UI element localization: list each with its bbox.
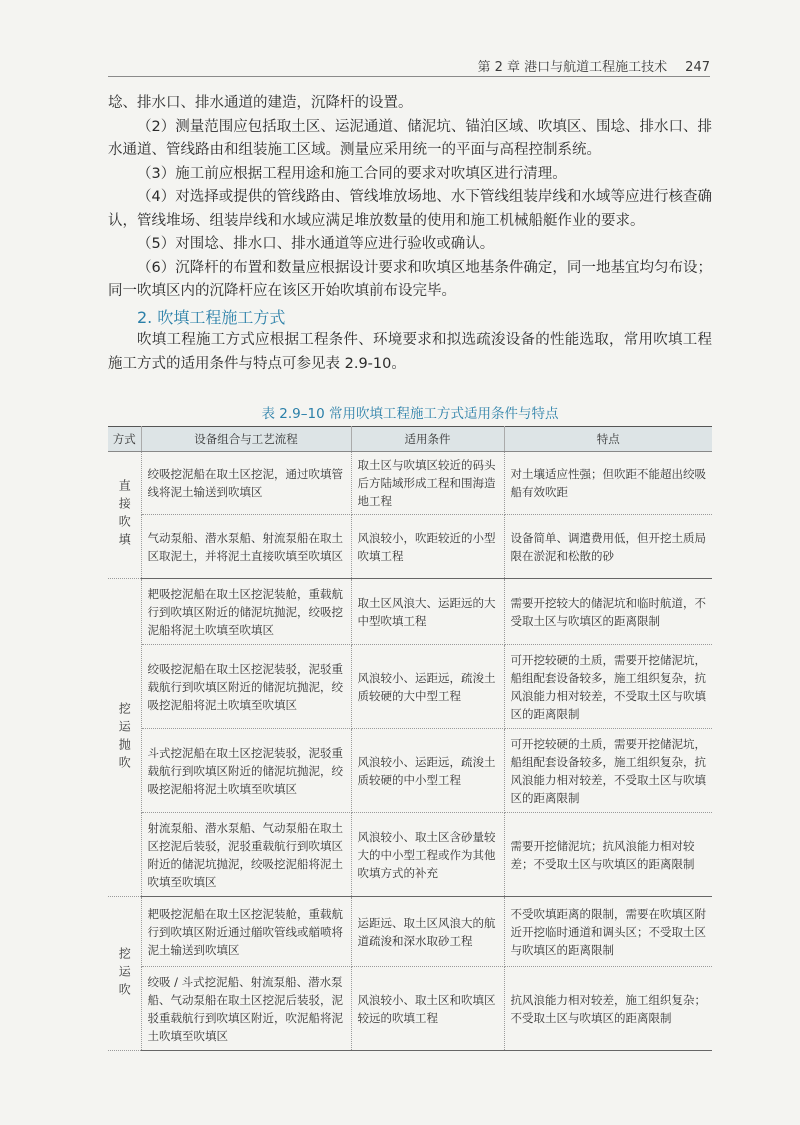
methods-table bbox=[108, 426, 712, 1051]
conditions-cell: 风浪较小、取土区含砂量较大的中小型工程或作为其他吹填方式的补充 bbox=[351, 813, 504, 897]
conditions-cell: 运距远、取土区风浪大的航道疏浚和深水取砂工程 bbox=[351, 897, 504, 967]
process-cell: 绞吸挖泥船在取土区挖泥装驳，泥驳重载航行到吹填区附近的储泥坑抛泥，绞吸挖泥船将泥土吹填至吹填区 bbox=[141, 645, 351, 729]
process-cell: 绞吸 / 斗式挖泥船、射流泵船、潜水泵船、气动泵船在取土区挖泥后装驳，泥驳重载航行到吹填区附近，吹泥船将泥土吹填至吹填区 bbox=[141, 967, 351, 1051]
table-caption: 表 2.9–10 常用吹填工程施工方式适用条件与特点 bbox=[261, 406, 559, 422]
process-cell: 耙吸挖泥船在取土区挖泥装舱，重载航行到吹填区附近通过艏吹管线或艏喷将泥土输送到吹填区 bbox=[141, 897, 351, 967]
running-header bbox=[108, 54, 710, 77]
table-row bbox=[108, 515, 712, 579]
process-cell: 绞吸挖泥船在取土区挖泥，通过吹填管线将泥土输送到吹填区 bbox=[141, 452, 351, 515]
features-cell: 可开挖较硬的土质，需要开挖储泥坑，船组配套设备较多，施工组织复杂，抗风浪能力相对较差，不受取土区与吹填区的距离限制 bbox=[504, 645, 712, 729]
table-row bbox=[108, 579, 712, 645]
conditions-cell: 风浪较小，吹距较近的小型吹填工程 bbox=[351, 515, 504, 579]
paragraph: （2）测量范围应包括取土区、运泥通道、储泥坑、锚泊区域、吹填区、围埝、排水口、排水通道、管线路由和组装施工区域。测量应采用统一的平面与高程控制系统。 bbox=[108, 118, 712, 158]
conditions-cell: 风浪较小、运距远，疏浚土质较硬的中小型工程 bbox=[351, 729, 504, 813]
section-heading: 2. 吹填工程施工方式 bbox=[137, 307, 286, 327]
paragraph: （4）对选择或提供的管线路由、管线堆放场地、水下管线组装岸线和水域等应进行核查确认，管线堆场、组装岸线和水域应满足堆放数量的使用和施工机械船艇作业的要求。 bbox=[108, 189, 712, 229]
process-cell: 耙吸挖泥船在取土区挖泥装舱，重载航行到吹填区附近的储泥坑抛泥，绞吸挖泥船将泥土吹填至吹填区 bbox=[141, 579, 351, 645]
paragraph: 吹填工程施工方式应根据工程条件、环境要求和拟选疏浚设备的性能选取，常用吹填工程施工方式的适用条件与特点可参见表 2.9-10。 bbox=[108, 332, 712, 372]
paragraph: （5）对围埝、排水口、排水通道等应进行验收或确认。 bbox=[137, 236, 495, 252]
process-cell: 射流泵船、潜水泵船、气动泵船在取土区挖泥后装驳，泥驳重载航行到吹填区附近的储泥坑抛泥，绞吸挖泥船将泥土吹填至吹填区 bbox=[141, 813, 351, 897]
features-cell: 可开挖较硬的土质，需要开挖储泥坑，船组配套设备较多，施工组织复杂，抗风浪能力相对较差，不受取土区与吹填区的距离限制 bbox=[504, 729, 712, 813]
column-header: 适用条件 bbox=[351, 427, 504, 452]
paragraph: 埝、排水口、排水通道的建造，沉降杆的设置。 bbox=[108, 95, 413, 111]
process-cell: 斗式挖泥船在取土区挖泥装驳，泥驳重载航行到吹填区附近的储泥坑抛泥，绞吸挖泥船将泥土吹填至吹填区 bbox=[141, 729, 351, 813]
chapter-title: 第 2 章 港口与航道工程施工技术 bbox=[477, 60, 668, 75]
table-row bbox=[108, 645, 712, 729]
method-cell: 挖运吹 bbox=[108, 897, 141, 1051]
column-header: 设备组合与工艺流程 bbox=[141, 427, 351, 452]
table-row bbox=[108, 813, 712, 897]
method-cell: 挖运抛吹 bbox=[108, 579, 141, 897]
method-cell: 直接吹填 bbox=[108, 452, 141, 579]
table-header-row bbox=[108, 427, 712, 452]
table-row bbox=[108, 967, 712, 1051]
table-row bbox=[108, 729, 712, 813]
conditions-cell: 风浪较小、取土区和吹填区较远的吹填工程 bbox=[351, 967, 504, 1051]
process-cell: 气动泵船、潜水泵船、射流泵船在取土区取泥土，并将泥土直接吹填至吹填区 bbox=[141, 515, 351, 579]
column-header: 特点 bbox=[504, 427, 712, 452]
body-text bbox=[108, 92, 712, 376]
table-row bbox=[108, 452, 712, 515]
features-cell: 不受吹填距离的限制，需要在吹填区附近开挖临时通道和调头区；不受取土区与吹填区的距离限制 bbox=[504, 897, 712, 967]
paragraph: （6）沉降杆的布置和数量应根据设计要求和吹填区地基条件确定，同一地基宜均匀布设；同一吹填区内的沉降杆应在该区开始吹填前布设完毕。 bbox=[108, 259, 712, 299]
paragraph: （3）施工前应根据工程用途和施工合同的要求对吹填区进行清理。 bbox=[137, 165, 567, 182]
page-number: 247 bbox=[685, 60, 710, 75]
features-cell: 需要开挖较大的储泥坑和临时航道，不受取土区与吹填区的距离限制 bbox=[504, 579, 712, 645]
column-header: 方式 bbox=[108, 427, 141, 452]
table-row bbox=[108, 897, 712, 967]
conditions-cell: 取土区与吹填区较近的码头后方陆域形成工程和围海造地工程 bbox=[351, 452, 504, 515]
features-cell: 设备简单、调遣费用低，但开挖土质局限在淤泥和松散的砂 bbox=[504, 515, 712, 579]
conditions-cell: 风浪较小、运距远，疏浚土质较硬的大中型工程 bbox=[351, 645, 504, 729]
features-cell: 需要开挖储泥坑；抗风浪能力相对较差；不受取土区与吹填区的距离限制 bbox=[504, 813, 712, 897]
features-cell: 抗风浪能力相对较差，施工组织复杂；不受取土区与吹填区的距离限制 bbox=[504, 967, 712, 1051]
conditions-cell: 取土区风浪大、运距远的大中型吹填工程 bbox=[351, 579, 504, 645]
features-cell: 对土壤适应性强；但吹距不能超出绞吸船有效吹距 bbox=[504, 452, 712, 515]
